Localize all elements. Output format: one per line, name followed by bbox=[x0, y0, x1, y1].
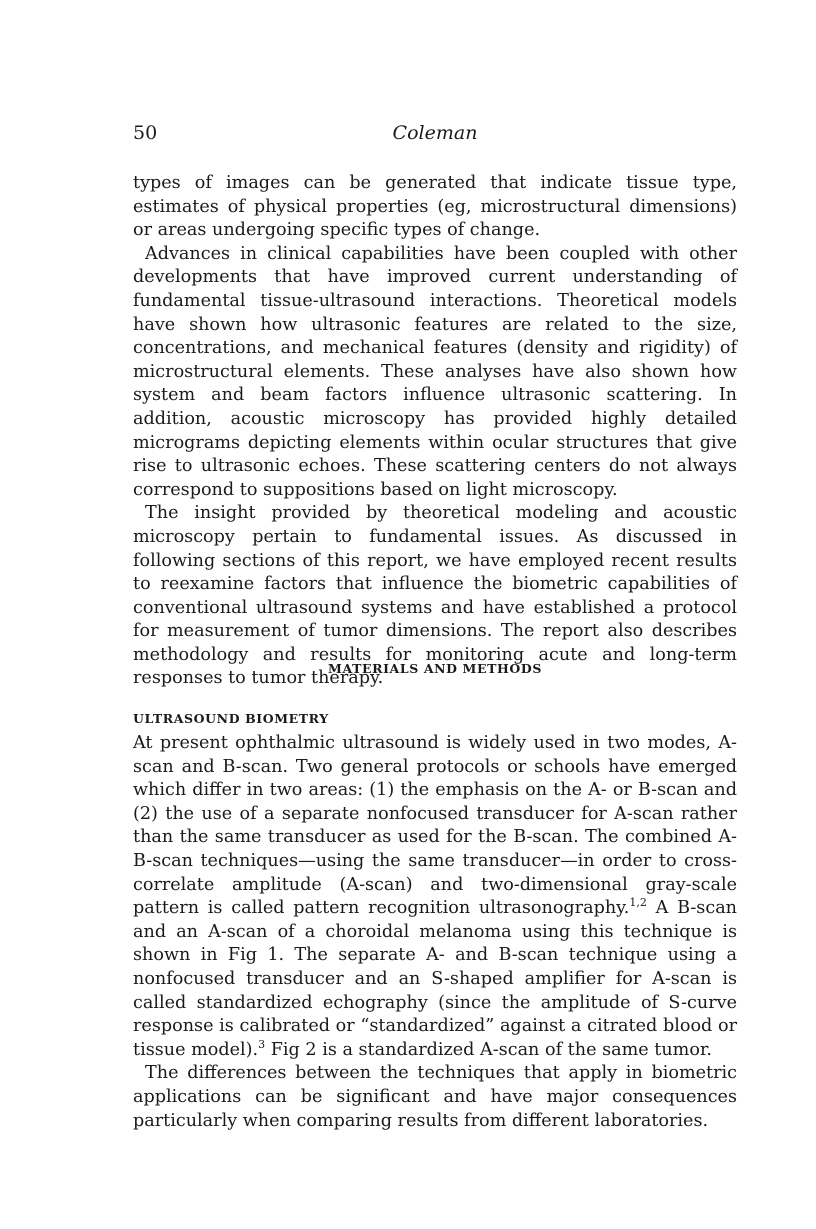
methods-text bbox=[133, 732, 737, 1133]
citation-superscript: 1,2 bbox=[629, 896, 647, 910]
intro-paragraph: The insight provided by theoretical modeling and acoustic microscopy pertain to fundamental issues. As discussed in following sections of this report, we have employed recent results to reexamine factors that influence the biometric capabilities of conventional ultrasound systems and have established a protocol for measurement of tumor dimensions. The report also describes methodology and results for monitoring acute and long-term responses to tumor therapy. bbox=[133, 503, 737, 689]
intro-text bbox=[133, 172, 737, 691]
methods-paragraph bbox=[133, 732, 737, 1062]
section-heading: MATERIALS AND METHODS bbox=[328, 661, 542, 676]
methods-text-run: A B-scan and an A-scan of a choroidal melanoma using this technique is shown in Fig 1. The separate A- and B-scan technique using a nonfocused transducer and an S-shaped amplifier for A-scan is called standardized echography (since the amplitude of S-curve response is calibrated or “standardized” against a citrated blood or tissue model). bbox=[133, 898, 738, 1060]
intro-paragraph: Advances in clinical capabilities have been coupled with other developments that have improved current understanding of fundamental tissue-ultrasound interactions. Theoretical models have shown how ultrasonic features are related to the size, concentrations, and mechanical features (density and rigidity) of microstructural elements. These analyses have also shown how system and beam factors influence ultrasonic scattering. In addition, acoustic microscopy has provided highly detailed micrograms depicting elements within ocular structures that give rise to ultrasonic echoes. These scattering centers do not always correspond to suppositions based on light microscopy. bbox=[133, 243, 737, 500]
page-number: 50 bbox=[133, 122, 158, 144]
citation-superscript: 3 bbox=[258, 1037, 266, 1051]
methods-paragraph: The differences between the techniques that apply in biometric applications can be significant and have major consequences particularly when comparing results from different laboratories. bbox=[133, 1063, 737, 1131]
subsection-heading: ULTRASOUND BIOMETRY bbox=[133, 711, 329, 726]
page-header bbox=[133, 122, 737, 148]
methods-text-run: At present ophthalmic ultrasound is widely used in two modes, A-scan and B-scan. Two general protocols or schools have emerged which differ in two areas: (1) the emphasis on the A- or B-scan and (2) the use of a separate nonfocused transducer for A-scan rather than the same transducer as used for the B-scan. The combined A-B-scan techniques—using the same transducer—in order to cross-correlate amplitude (A-scan) and two-dimensional gray-scale pattern is called pattern recognition ultrasonography. bbox=[133, 733, 737, 919]
running-head: Coleman bbox=[392, 122, 478, 144]
methods-text-run: Fig 2 is a standardized A-scan of the same tumor. bbox=[265, 1039, 713, 1060]
intro-paragraph: types of images can be generated that indicate tissue type, estimates of physical properties (eg, microstructural dimensions) or areas undergoing specific types of change. bbox=[133, 173, 737, 241]
